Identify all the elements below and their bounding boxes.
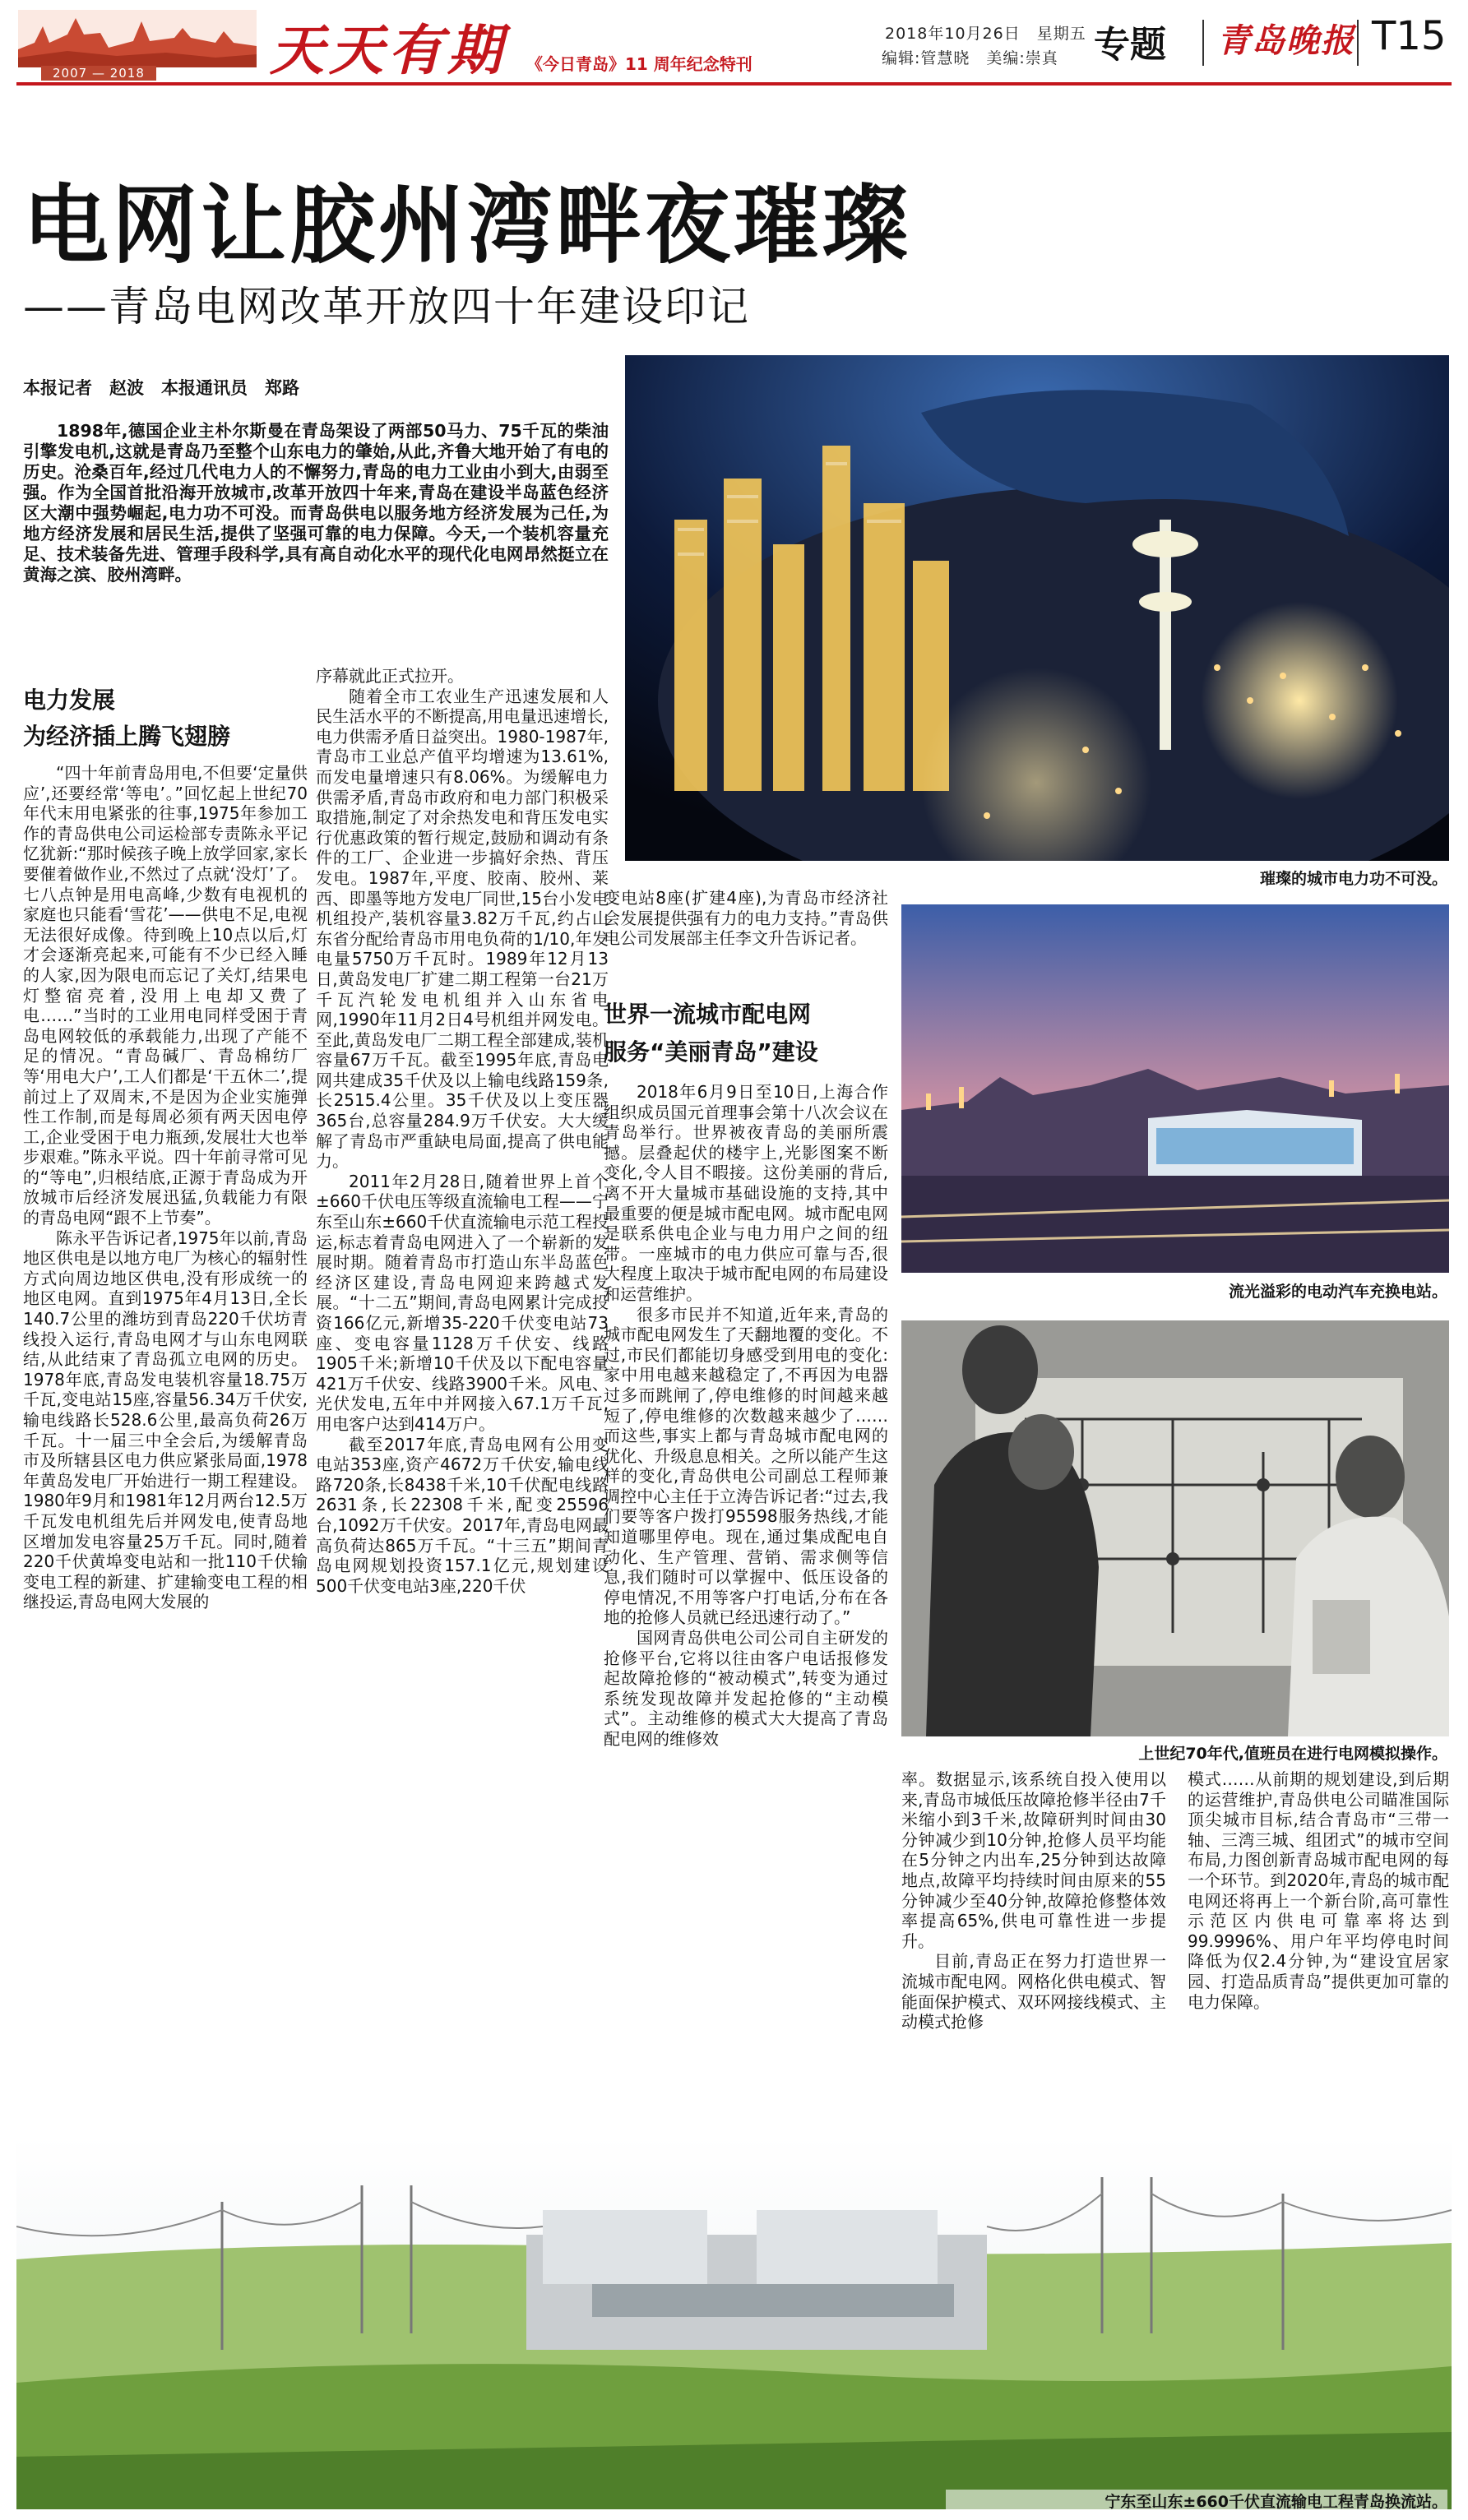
- converter-station-photo: [16, 2136, 1452, 2509]
- masthead-rule: [16, 82, 1452, 86]
- column-4: [901, 1769, 1166, 2132]
- col5-paragraph: 模式……从前期的规划建设,到后期的运营维护,青岛供电公司瞄准国际顶尖城市目标,结合青岛市“三带一轴、三湾三城、组团式”的城市空间布局,力图创新青岛城市配电网的每一个环节。到2020年,青岛的城市配电网还将再上一个新台阶,高可靠性示范区内供电可靠率将达到99.9996%、用户年平均停电时间降低为仅2.4分钟,为“建设宜居家园、打造品质青岛”提供更加可靠的电力保障。: [1188, 1769, 1449, 2012]
- col3-paragraph: 很多市民并不知道,近年来,青岛的城市配电网发生了天翻地覆的变化。不过,市民们都能切身感受到用电的变化:家中用电越来越稳定了,不再因为电器过多而跳闸了,停电维修的时间越来越短了,停电维修的次数越来越少了……而这些,事实上都与青岛城市配电网的优化、升级息息相关。之所以能产生这样的变化,青岛供电公司副总工程师兼调控中心主任于立涛告诉记者:“过去,我们要等客户拨打95598服务热线,才能知道哪里停电。现在,通过集成配电自动化、生产管理、营销、需求侧等信息,我们随时可以掌握中、低压设备的停电情况,不用等客户打电话,分布在各地的抢修人员就已经迅速行动了。”: [604, 1304, 888, 1628]
- column-5: [1188, 1769, 1449, 2132]
- lead-paragraph: 1898年,德国企业主朴尔斯曼在青岛架设了两部50马力、75千瓦的柴油引擎发电机,这就是青岛乃至整个山东电力的肇始,从此,齐鲁大地开始了有电的历史。沧桑百年,经过几代电力人的不懈努力,青岛的电力工业由小到大,由弱至强。作为全国首批沿海开放城市,改革开放四十年来,青岛在建设半岛蓝色经济区大潮中强势崛起,电力功不可没。而青岛供电以服务地方经济发展为己任,为地方经济发展和居民生活,提供了坚强可靠的电力保障。今天,一个装机容量充足、技术装备先进、管理手段科学,具有高自动化水平的现代化电网昂然挺立在黄海之滨、胶州湾畔。: [23, 421, 609, 585]
- workers-1970s-photo: [901, 1320, 1449, 1736]
- col2-paragraph: 2011年2月28日,随着世界上首个±660千伏电压等级直流输电工程——宁东至山东±660千伏直流输电示范工程投运,标志着青岛电网进入了一个崭新的发展时期。随着青岛市打造山东半岛蓝色经济区建设,青岛电网迎来跨越式发展。“十二五”期间,青岛电网累计完成投资166亿元,新增35-220千伏变电站73座、变电容量1128万千伏安、线路1905千米;新增10千伏及以下配电容量421万千伏安、线路3900千米。风电、光伏发电,五年中并网接入67.1万千瓦,用电客户达到414万户。: [316, 1171, 609, 1434]
- brand-title: 天天有期: [270, 18, 507, 82]
- col2-paragraph: 序幕就此正式拉开。: [316, 666, 464, 686]
- col2-paragraph: 随着全市工农业生产迅速发展和人民生活水平的不断提高,用电量迅速增长,电力供需矛盾日益突出。1980-1987年,青岛市工业总产值平均增速为13.61%,而发电量增速只有8.06%。为缓解电力供需矛盾,青岛市政府和电力部门积极采取措施,制定了对余热发电和背压发电实行优惠政策的暂行规定,鼓励和调动有条件的工厂、企业进一步搞好余热、背压发电。1987年,平度、胶南、胶州、莱西、即墨等地方发电厂同世,15台小发电机组投产,装机容量3.82万千瓦,约占山东省分配给青岛市用电负荷的1/10,年发电量5750万千瓦时。1989年12月13日,黄岛发电厂扩建二期工程第一台21万千瓦汽轮发电机组并入山东省电网,1990年11月2日4号机组并网发电。至此,黄岛发电厂二期工程全部建成,装机容量67万千瓦。截至1995年底,青岛电网共建成35千伏及以上输电线路159条,长2515.4公里。35千伏及以上变压器365台,总容量284.9万千伏安。大大缓解了青岛市严重缺电局面,提高了供电能力。: [316, 686, 609, 1172]
- column-2: [316, 666, 609, 2132]
- caption-converter-station: 宁东至山东±660千伏直流输电工程青岛换流站。: [946, 2490, 1447, 2512]
- caption-workers-1970s: 上世纪70年代,值班员在进行电网模拟操作。: [1138, 1745, 1447, 1763]
- section-label: 专题: [1094, 24, 1166, 66]
- night-city-photo: [625, 355, 1449, 861]
- column-3: [604, 1082, 888, 2132]
- section2-title-a: 世界一流城市配电网: [604, 1001, 812, 1028]
- col3-paragraph: 国网青岛供电公司公司自主研发的抢修平台,它将以往由客户电话报修发起故障抢修的“被动模式”,转变为通过系统发现故障并发起抢修的“主动模式”。主动维修的模式大大提高了青岛配电网的维修效: [604, 1628, 888, 1749]
- masthead-divider: [1357, 20, 1359, 66]
- section1-title-a: 电力发展: [23, 687, 116, 714]
- charging-station-photo: [901, 904, 1449, 1273]
- masthead-divider: [1202, 20, 1204, 66]
- col3-paragraph: 2018年6月9日至10日,上海合作组织成员国元首理事会第十八次会议在青岛举行。世界被夜青岛的美丽所震撼。层叠起伏的楼宇上,光影图案不断变化,令人目不暇接。这份美丽的背后,离不开大量城市基础设施的支持,其中最重要的便是城市配电网。城市配电网是联系供电企业与电力用户之间的纽带。一座城市的电力供应可靠与否,很大程度上取决于城市配电网的布局建设和运营维护。: [604, 1082, 888, 1304]
- col1-paragraph: “四十年前青岛用电,不但要‘定量供应’,还要经常‘等电’。”回忆起上世纪70年代末用电紧张的往事,1975年参加工作的青岛供电公司运检部专责陈永平记忆犹新:“那时候孩子晚上放学回家,家长要催着做作业,不然过了点就‘没灯’了。七八点钟是用电高峰,少数有电视机的家庭也只能看‘雪花’——供电不足,电视无法很好成像。待到晚上10点以后,灯才会逐渐亮起来,可能有不少已经入睡的人家,因为限电而忘记了关灯,结果电灯整宿亮着,没用上电却又费了电……”当时的工业用电同样受困于青岛电网较低的承载能力,出现了产能不足的情况。“青岛碱厂、青岛棉纺厂等‘用电大户’,工人们都是‘干五休二’,提前过上了双周末,不是因为企业实施弹性工作制,而是每周必须有两天因电停工,企业受困于电力瓶颈,发展壮大也举步艰难。”陈永平说。四十年前寻常可见的“等电”,归根结底,正源于青岛成为开放城市后经济发展迅猛,负载能力有限的青岛电网“跟不上节奏”。: [23, 763, 308, 1228]
- col4-paragraph: 目前,青岛正在努力打造世界一流城市配电网。网格化供电模式、智能面保护模式、双环网接线模式、主动模式抢修: [901, 1951, 1166, 2032]
- col1-paragraph: 陈永平告诉记者,1975年以前,青岛地区供电是以地方电厂为核心的辐射性方式向周边地区供电,没有形成统一的地区电网。直到1975年4月13日,全长140.7公里的潍坊到青岛220千伏坊青线投入运行,青岛电网才与山东电网联结,从此结束了青岛孤立电网的历史。1978年底,青岛发电装机容量18.75万千瓦,变电站15座,容量56.34万千伏安,输电线路长528.6公里,最高负荷26万千瓦。十一届三中全会后,为缓解青岛市及所辖县区电力供应紧张局面,1978年黄岛发电厂开始进行一期工程建设。1980年9月和1981年12月两台12.5万千瓦发电机组先后并网发电,使青岛地区增加发电容量25万千瓦。同时,随着220千伏黄埠变电站和一批110千伏输变电工程的新建、扩建输变电工程的相继投运,青岛电网大发展的: [23, 1228, 308, 1612]
- paper-name: 青岛晚报: [1217, 21, 1355, 60]
- caption-charging-station: 流光溢彩的电动汽车充换电站。: [1228, 1283, 1447, 1301]
- editor-credits: 编辑:管慧晓 美编:崇真: [882, 49, 1058, 67]
- brand-subtitle: 《今日青岛》11 周年纪念特刊: [526, 54, 753, 74]
- col2-paragraph: 截至2017年底,青岛电网有公用变电站353座,资产4672万千伏安,输电线路720条,长8438千米,10千伏配电线路2631条,长22308千米,配变25596台,1092万千伏安。2017年,青岛电网最高负荷达865万千瓦。“十三五”期间青岛电网规划投资157.1亿元,规划建设500千伏变电站3座,220千伏: [316, 1434, 609, 1596]
- byline: 本报记者 赵波 本报通讯员 郑路: [23, 378, 299, 398]
- column-3-top: [604, 888, 888, 992]
- issue-date: 2018年10月26日 星期五: [885, 25, 1086, 43]
- anniversary-years: 2007 — 2018: [41, 66, 156, 81]
- section1-title-b: 为经济插上腾飞翅膀: [23, 723, 231, 750]
- col4-paragraph: 率。数据显示,该系统自投入使用以来,青岛市城低压故障抢修半径由7千米缩小到3千米,故障研判时间由30分钟减少到10分钟,抢修人员平均能在5分钟之内出车,25分钟到达故障地点,故障平均持续时间由原来的55分钟减少至40分钟,故障抢修整体效率提高65%,供电可靠性进一步提升。: [901, 1769, 1166, 1951]
- col3-paragraph: 变电站8座(扩建4座),为青岛市经济社会发展提供强有力的电力支持。”青岛供电公司发展部主任李文升告诉记者。: [604, 888, 888, 949]
- subheadline: ——青岛电网改革开放四十年建设印记: [23, 283, 750, 331]
- column-1: [23, 763, 308, 2132]
- headline: 电网让胶州湾畔夜璀璨: [23, 175, 912, 275]
- caption-night-city: 璀璨的城市电力功不可没。: [1259, 870, 1447, 888]
- section2-title-b: 服务“美丽青岛”建设: [604, 1038, 818, 1066]
- page-number: T15: [1372, 13, 1447, 59]
